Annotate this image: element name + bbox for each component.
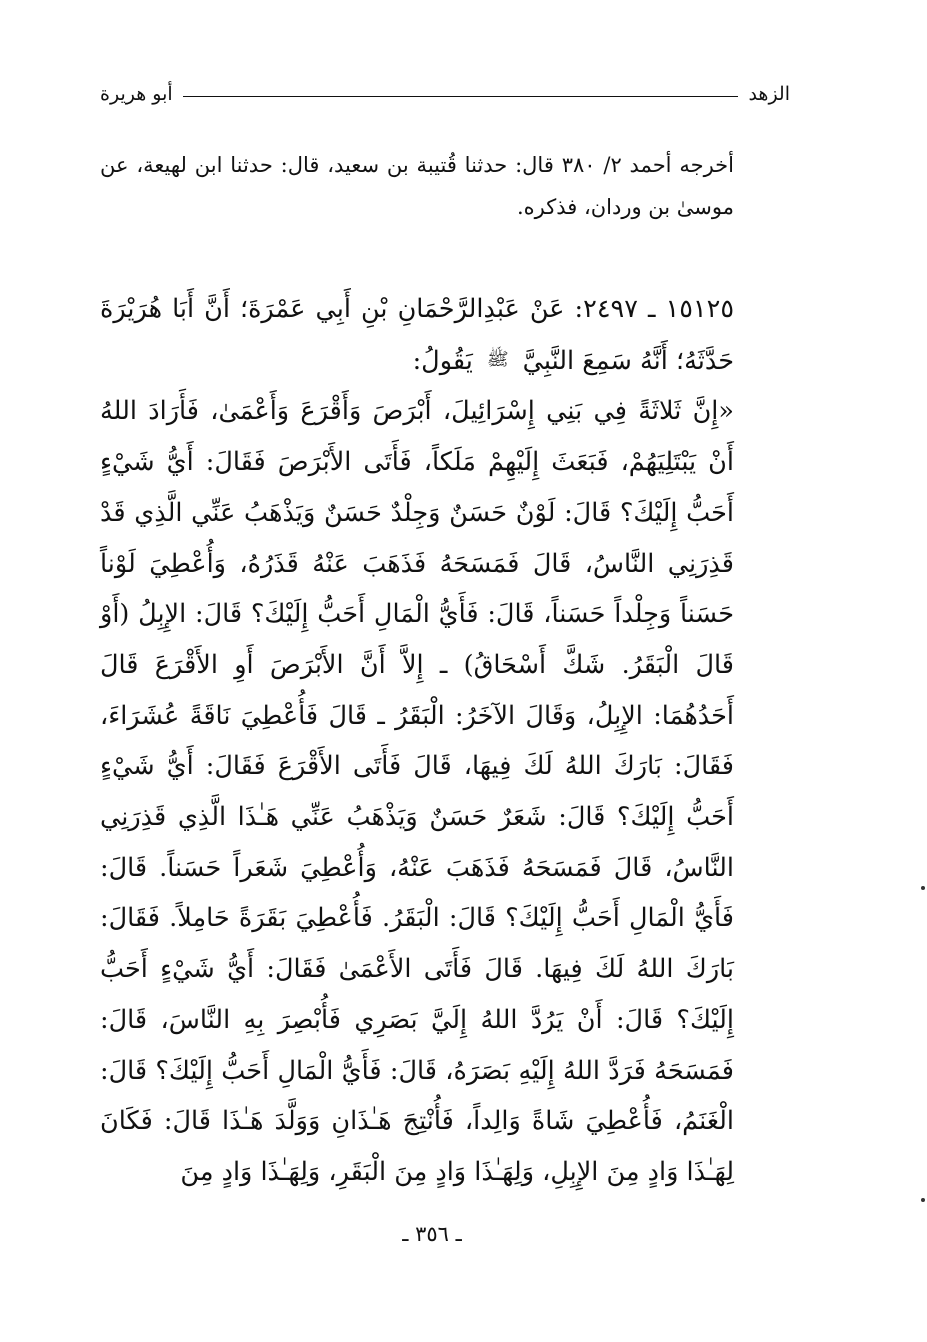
running-head-rule [183,96,739,97]
margin-mark [921,1198,925,1202]
running-head [100,78,790,110]
salawat-mark: ﷺ [486,348,509,370]
running-head-section-title: أبو هريرة [100,83,173,105]
hadith-isnad [100,284,734,386]
hadith-matn: «إِنَّ ثَلاثَةً فِي بَنِي إِسْرَائِيلَ، أَبْرَصَ وَأَقْرَعَ وَأَعْمَىٰ، فَأَرَادَ اللهُ أَنْ يَبْتَلِيَهُمْ، فَبَعَثَ إِلَيْهِمْ مَلَكاً، فَأَتَى الأَبْرَصَ فَقَالَ: أَيُّ شَيْءٍ أَحَبُّ إِلَيْكَ؟ قَالَ: لَوْنٌ حَسَنٌ وَجِلْدٌ حَسَنٌ وَيَذْهَبُ عَنِّي الَّذِي قَدْ قَذِرَنِي النَّاسُ، قَالَ فَمَسَحَهُ فَذَهَبَ عَنْهُ قَذَرُهُ، وَأُعْطِيَ لَوْناً حَسَناً وَجِلْداً حَسَناً، قَالَ: فَأَيُّ الْمَالِ أَحَبُّ إِلَيْكَ؟ قَالَ: الإِبِلُ (أَوْ قَالَ الْبَقَرُ. شَكَّ أَسْحَاقُ) ـ إِلاَّ أَنَّ الأَبْرَصَ أَوِ الأَقْرَعَ قَالَ أَحَدُهُمَا: الإِبِلُ، وَقَالَ الآخَرُ: الْبَقَرُ ـ قَالَ فَأُعْطِيَ نَاقَةً عُشَرَاءَ، فَقَالَ: بَارَكَ اللهُ لَكَ فِيهَا، قَالَ فَأَتَى الأَقْرَعَ فَقَالَ: أَيُّ شَيْءٍ أَحَبُّ إِلَيْكَ؟ قَالَ: شَعَرٌ حَسَنٌ وَيَذْهَبُ عَنِّي هَـٰذَا الَّذِي قَذِرَنِي النَّاسُ، قَالَ فَمَسَحَهُ فَذَهَبَ عَنْهُ، وَأُعْطِيَ شَعَراً حَسَناً. قَالَ: فَأَيُّ الْمَالِ أَحَبُّ إِلَيْكَ؟ قَالَ: الْبَقَرُ. فَأُعْطِيَ بَقَرَةً حَامِلاً. فَقَالَ: بَارَكَ اللهُ لَكَ فِيهَا. قَالَ فَأَتَى الأَعْمَىٰ فَقَالَ: أَيُّ شَيْءٍ أَحَبُّ إِلَيْكَ؟ قَالَ: أَنْ يَرُدَّ اللهُ إِلَيَّ بَصَرِي فَأُبْصِرَ بِهِ النَّاسَ، قَالَ: فَمَسَحَهُ فَرَدَّ اللهُ إِلَيْهِ بَصَرَهُ، قَالَ: فَأَيُّ الْمَالِ أَحَبُّ إِلَيْكَ؟ قَالَ: الْغَنَمُ، فَأُعْطِيَ شَاةً وَالِداً، فَأُنْتِجَ هَـٰذَانِ وَوَلَّدَ هَـٰذَا قَالَ: فَكَانَ لِهَـٰذَا وَادٍ مِنَ الإِبِلِ، وَلِهَـٰذَا وَادٍ مِنَ الْبَقَرِ، وَلِهَـٰذَا وَادٍ مِنَ [100,396,734,1187]
hadith-isnad-end: يَقُولُ: [412,345,473,376]
hadith-isnad-text: عَنْ عَبْدِالرَّحْمَانِ بْنِ أَبِي عَمْرَةَ؛ أَنَّ أَبَا هُرَيْرَةَ حَدَّثَهُ؛ أَنَّهُ سَمِعَ النَّبِيَّ [100,294,734,376]
running-head-book-title: الزهد [748,83,790,105]
hadith-number: ١٥١٢٥ ـ ٢٤٩٧: [574,294,735,324]
source-note [100,144,734,228]
margin-mark [921,886,925,890]
page-number: ـ ٣٥٦ ـ [402,1222,462,1246]
hadith-entry [100,284,734,1198]
source-note-text: أخرجه أحمد ٢/ ٣٨٠ قال: حدثنا قُتيبة بن سعيد، قال: حدثنا ابن لهيعة، عن موسىٰ بن وردان، فذكره. [100,153,734,219]
